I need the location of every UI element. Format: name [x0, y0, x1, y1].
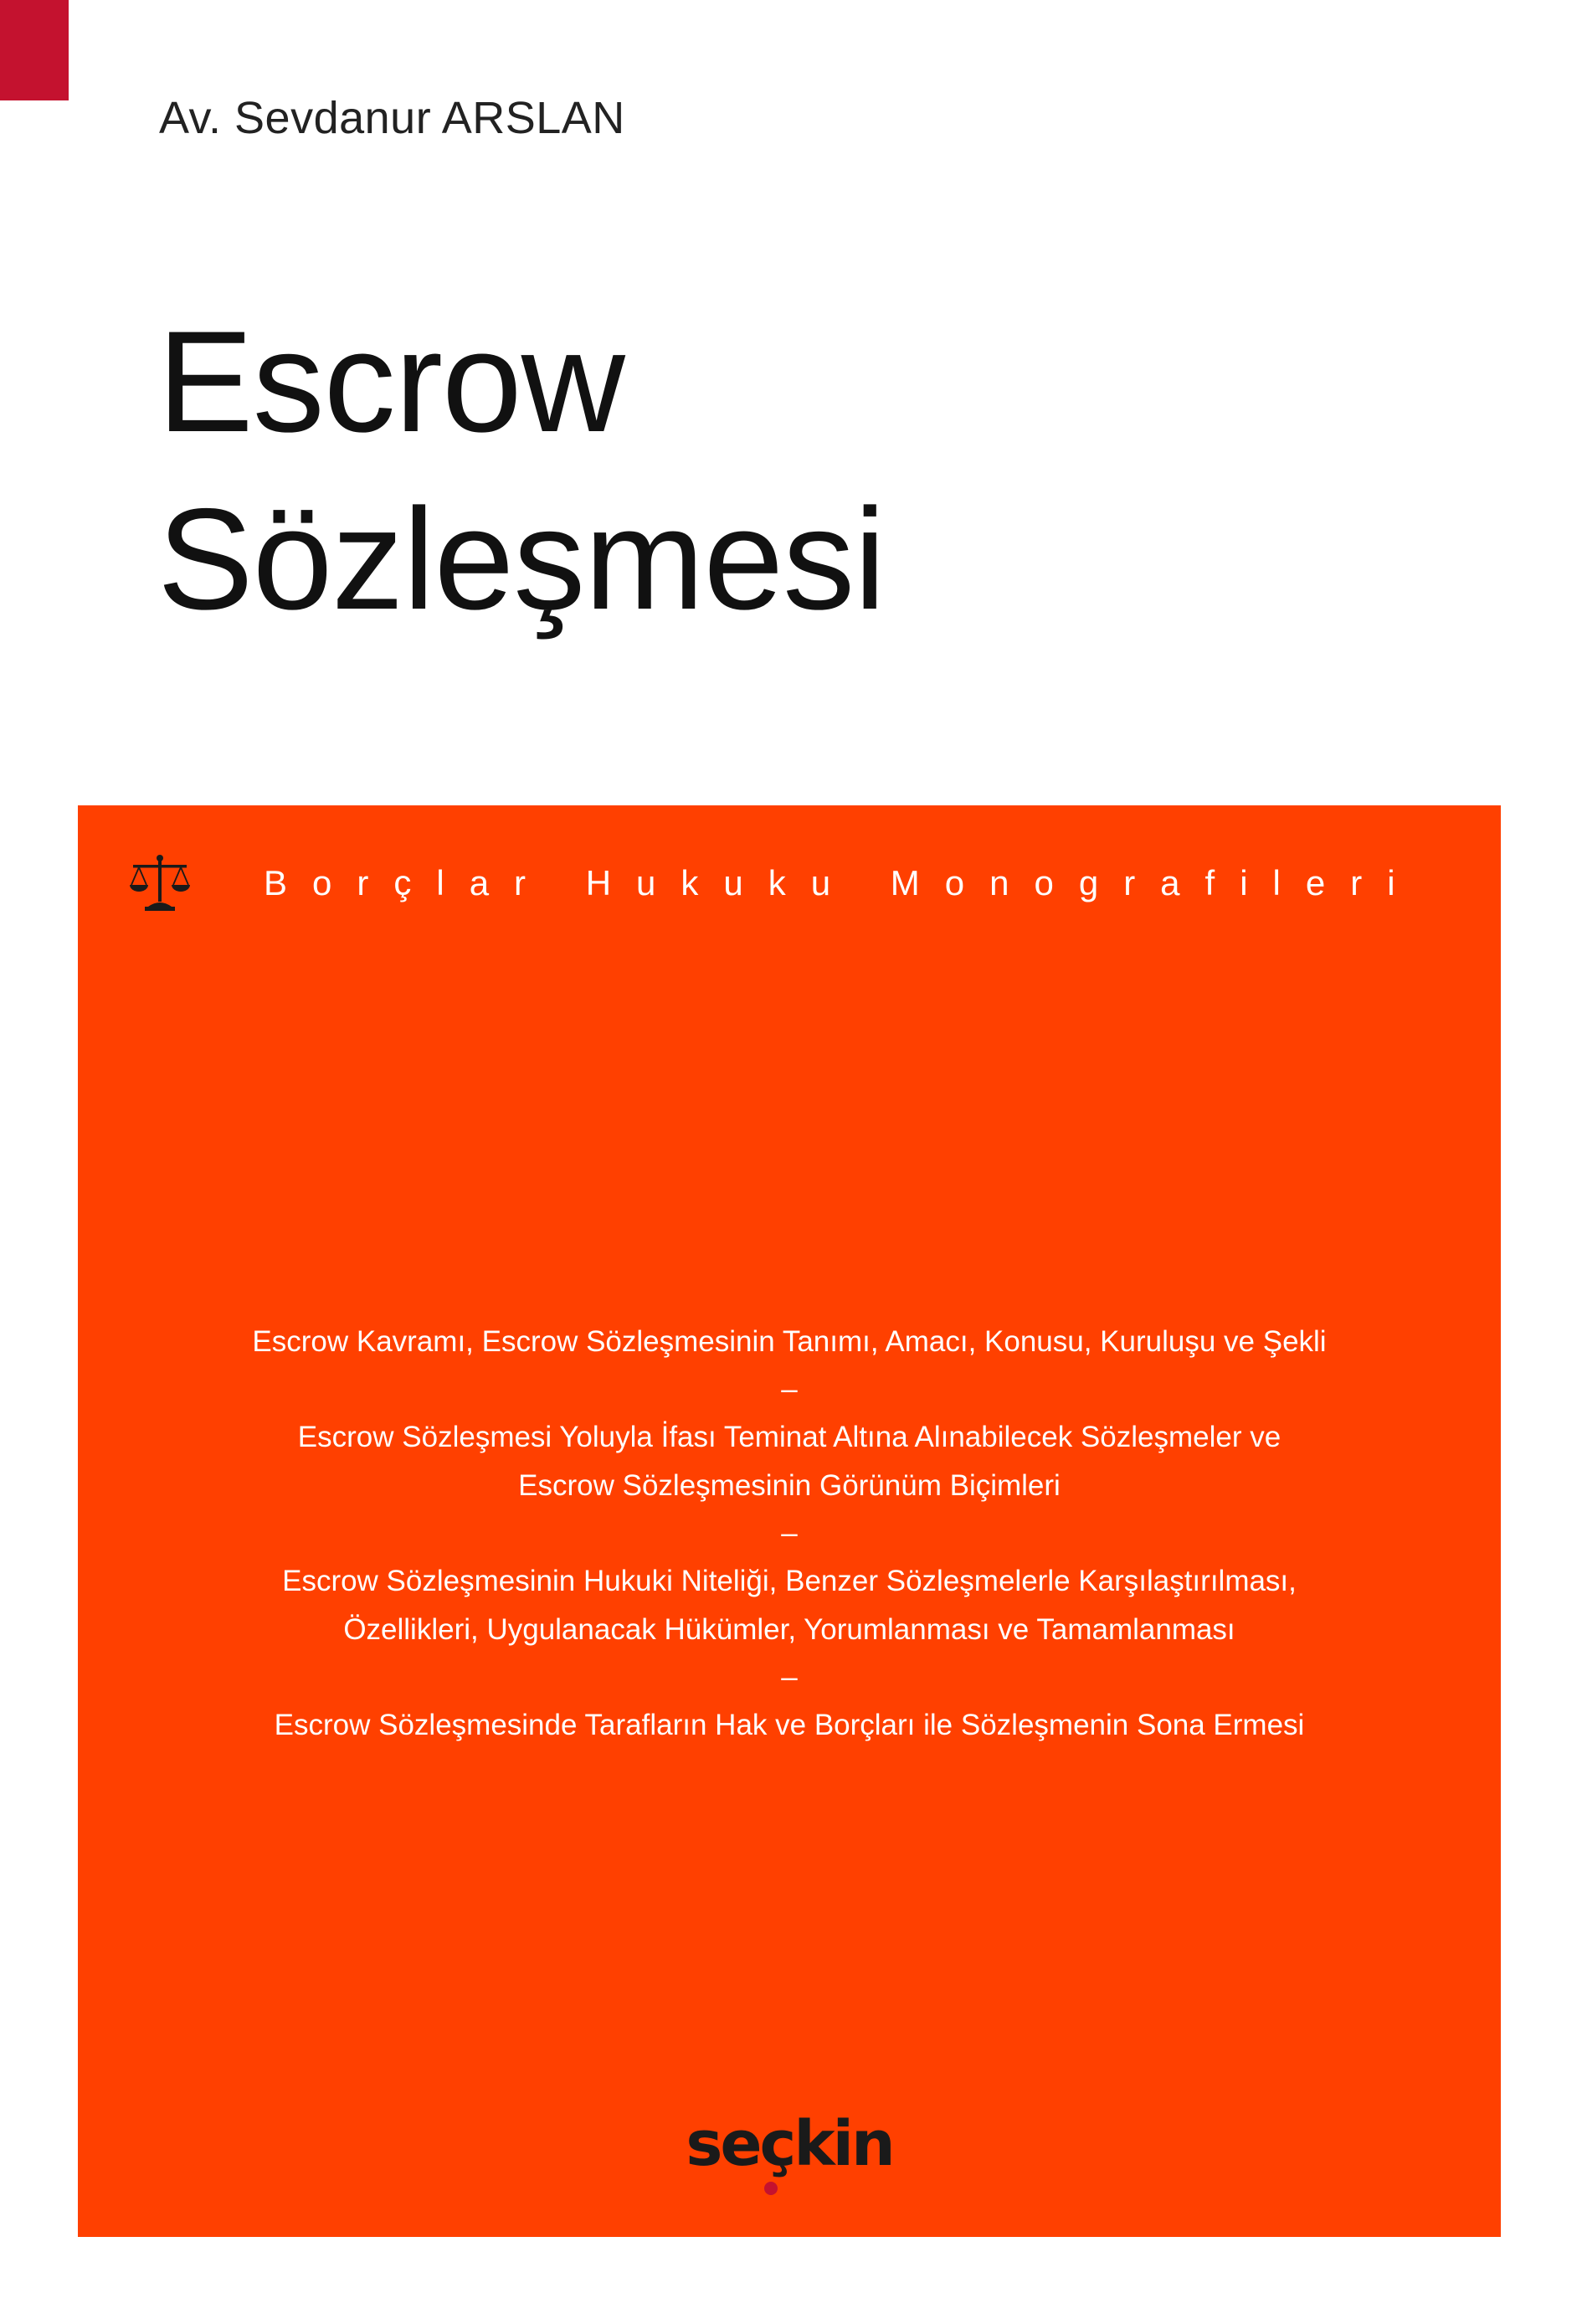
topic-line: Escrow Sözleşmesinde Tarafların Hak ve Borçları ile Sözleşmenin Sona Ermesi: [274, 1709, 1305, 1741]
topic-separator: –: [781, 1517, 798, 1550]
publisher-logo: [78, 2108, 1501, 2180]
publisher-name: [686, 2108, 892, 2180]
orange-panel: [78, 805, 1501, 2237]
series-header: [128, 851, 1420, 915]
scales-of-justice-icon: [128, 851, 192, 915]
publisher-wordmark: seçkin: [686, 2108, 893, 2180]
book-title: [157, 293, 885, 648]
title-line-1: Escrow: [157, 301, 624, 462]
topic-line: Escrow Sözleşmesi Yoluyla İfası Teminat Altına Alınabilecek Sözleşmeler ve: [297, 1421, 1282, 1453]
corner-accent-mark: [0, 0, 69, 100]
topic-separator: –: [781, 1661, 798, 1694]
topic-separator: –: [781, 1373, 798, 1406]
topic-line: Escrow Sözleşmesinin Görünüm Biçimleri: [518, 1469, 1061, 1502]
author-name: Av. Sevdanur ARSLAN: [159, 93, 625, 143]
topic-line: Özellikleri, Uygulanacak Hükümler, Yorumlanması ve Tamamlanması: [343, 1613, 1235, 1646]
logo-accent-dot: [764, 2182, 778, 2195]
series-name: Borçlar Hukuku Monografileri: [264, 863, 1420, 902]
title-line-2: Sözleşmesi: [157, 479, 886, 640]
topic-line: Escrow Sözleşmesinin Hukuki Niteliği, Benzer Sözleşmelerle Karşılaştırılması,: [282, 1565, 1297, 1597]
topics-list: [78, 1318, 1501, 1750]
topic-line: Escrow Kavramı, Escrow Sözleşmesinin Tanımı, Amacı, Konusu, Kuruluşu ve Şekli: [252, 1325, 1327, 1358]
